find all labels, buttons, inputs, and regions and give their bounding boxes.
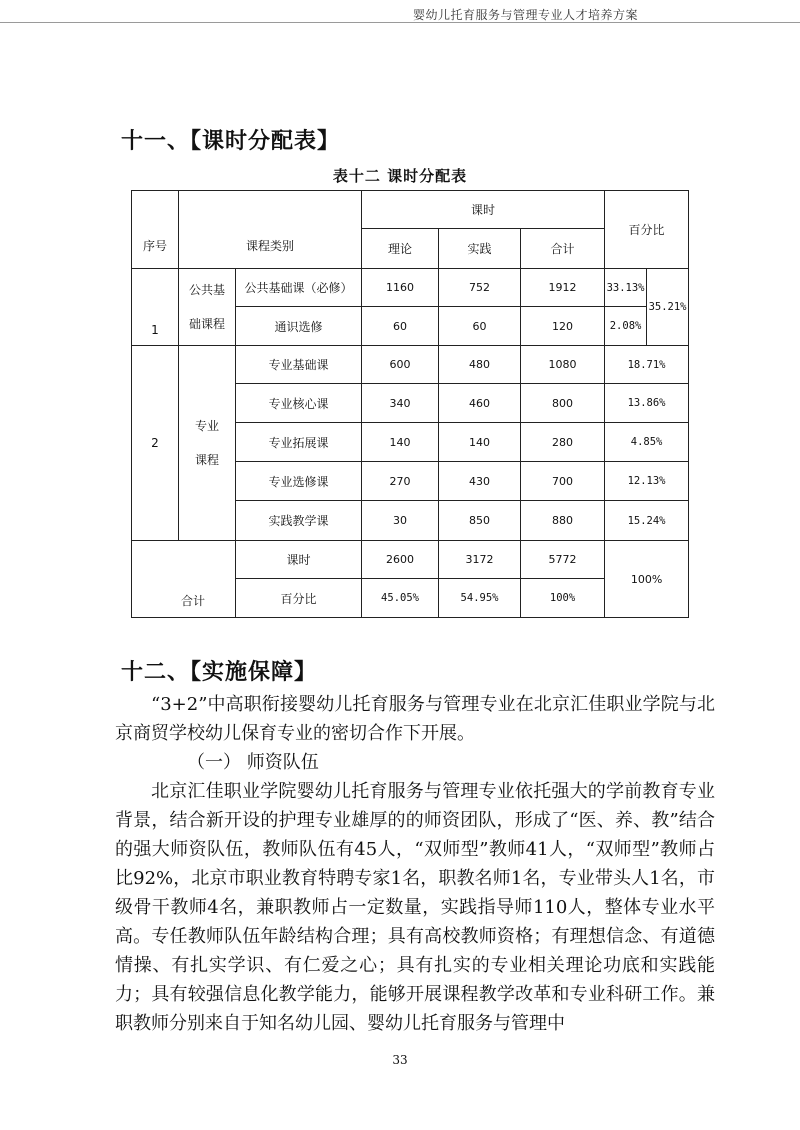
row-theory: 340: [362, 384, 439, 423]
row-practice: 480: [439, 346, 521, 384]
summary-hours-theory: 2600: [362, 541, 439, 579]
summary-label: 合计: [132, 541, 236, 618]
group2-name-line2: 课程: [194, 453, 219, 467]
summary-hours-label: 课时: [236, 541, 362, 579]
row-practice: 430: [439, 462, 521, 501]
group1-name-line1: 公共基: [188, 283, 225, 297]
row-practice: 460: [439, 384, 521, 423]
header-hours: 课时: [362, 191, 605, 229]
row-percent: 18.71%: [605, 346, 689, 384]
row-practice: 850: [439, 501, 521, 541]
summary-overall-percent: 100%: [605, 541, 689, 618]
row-name: 专业核心课: [236, 384, 362, 423]
group2-name: [179, 346, 236, 541]
page-number: 33: [392, 1053, 408, 1067]
table-caption: 表十二 课时分配表: [332, 167, 468, 185]
summary-hours-total: 5772: [521, 541, 605, 579]
row-practice: 60: [439, 307, 521, 346]
header-divider: [0, 22, 800, 23]
row-percent: 13.86%: [605, 384, 689, 423]
row-name: 公共基础课（必修）: [236, 269, 362, 307]
row-percent: 12.13%: [605, 462, 689, 501]
row-percent: 4.85%: [605, 423, 689, 462]
header-theory: 理论: [362, 229, 439, 269]
subsection-title: （一） 师资队伍: [187, 752, 319, 773]
group2-seq: 2: [132, 346, 179, 541]
row-name: 通识选修: [236, 307, 362, 346]
group2-name-line1: 专业: [194, 419, 219, 433]
group1-name: [179, 269, 236, 346]
row-theory: 600: [362, 346, 439, 384]
table-row: [132, 346, 689, 384]
faculty-paragraph: 北京汇佳职业学院婴幼儿托育服务与管理专业依托强大的学前教育专业背景，结合新开设的护理专业雄厚的的师资团队，形成了“医、养、教”结合的强大师资队伍，教师队伍有45人，“双师型”教师41人，“双师型”教师占比92%，北京市职业教育特聘专家1名，职教名师1名，专业带头人1名，市级骨干教师4名，兼职教师占一定数量，实践指导师110人，整体专业水平高。专任教师队伍年龄结构合理；具有高校教师资格；有理想信念、有道德情操、有扎实学识、有仁爱之心；具有扎实的专业相关理论功底和实践能力；具有较强信息化教学能力，能够开展课程教学改革和专业科研工作。兼职教师分别来自于知名幼儿园、婴幼儿托育服务与管理中: [115, 781, 715, 1034]
row-theory: 30: [362, 501, 439, 541]
row-percent: 15.24%: [605, 501, 689, 541]
summary-percent-theory: 45.05%: [362, 579, 439, 618]
row-total: 700: [521, 462, 605, 501]
header-percent: 百分比: [605, 191, 689, 269]
intro-paragraph: “3+2”中高职衔接婴幼儿托育服务与管理专业在北京汇佳职业学院与北京商贸学校幼儿保育专业的密切合作下开展。: [115, 694, 715, 744]
group1-percent: 35.21%: [647, 269, 689, 346]
table-header-row: [132, 191, 689, 229]
section-11-title: 十一、【课时分配表】: [121, 129, 341, 154]
row-name: 专业基础课: [236, 346, 362, 384]
summary-hours-row: [132, 541, 689, 579]
row-total: 1912: [521, 269, 605, 307]
row-percent: 2.08%: [605, 307, 647, 346]
summary-percent-practice: 54.95%: [439, 579, 521, 618]
header-total: 合计: [521, 229, 605, 269]
hours-allocation-table: [131, 190, 689, 618]
row-theory: 270: [362, 462, 439, 501]
table-row: [132, 269, 689, 307]
row-name: 实践教学课: [236, 501, 362, 541]
row-total: 800: [521, 384, 605, 423]
summary-percent-label: 百分比: [236, 579, 362, 618]
row-total: 120: [521, 307, 605, 346]
row-theory: 1160: [362, 269, 439, 307]
row-practice: 140: [439, 423, 521, 462]
summary-hours-practice: 3172: [439, 541, 521, 579]
row-percent: 33.13%: [605, 269, 647, 307]
section-12-title: 十二、【实施保障】: [121, 660, 318, 685]
page-header: 婴幼儿托育服务与管理专业人才培养方案: [412, 8, 638, 22]
row-theory: 60: [362, 307, 439, 346]
row-theory: 140: [362, 423, 439, 462]
group1-name-line2: 础课程: [188, 317, 225, 331]
row-name: 专业选修课: [236, 462, 362, 501]
row-name: 专业拓展课: [236, 423, 362, 462]
row-practice: 752: [439, 269, 521, 307]
header-seq: 序号: [132, 191, 179, 269]
header-practice: 实践: [439, 229, 521, 269]
row-total: 280: [521, 423, 605, 462]
summary-percent-total: 100%: [521, 579, 605, 618]
row-total: 1080: [521, 346, 605, 384]
header-category: 课程类别: [179, 191, 362, 269]
group1-seq: 1: [132, 269, 179, 346]
body-text: [115, 690, 715, 1038]
row-total: 880: [521, 501, 605, 541]
